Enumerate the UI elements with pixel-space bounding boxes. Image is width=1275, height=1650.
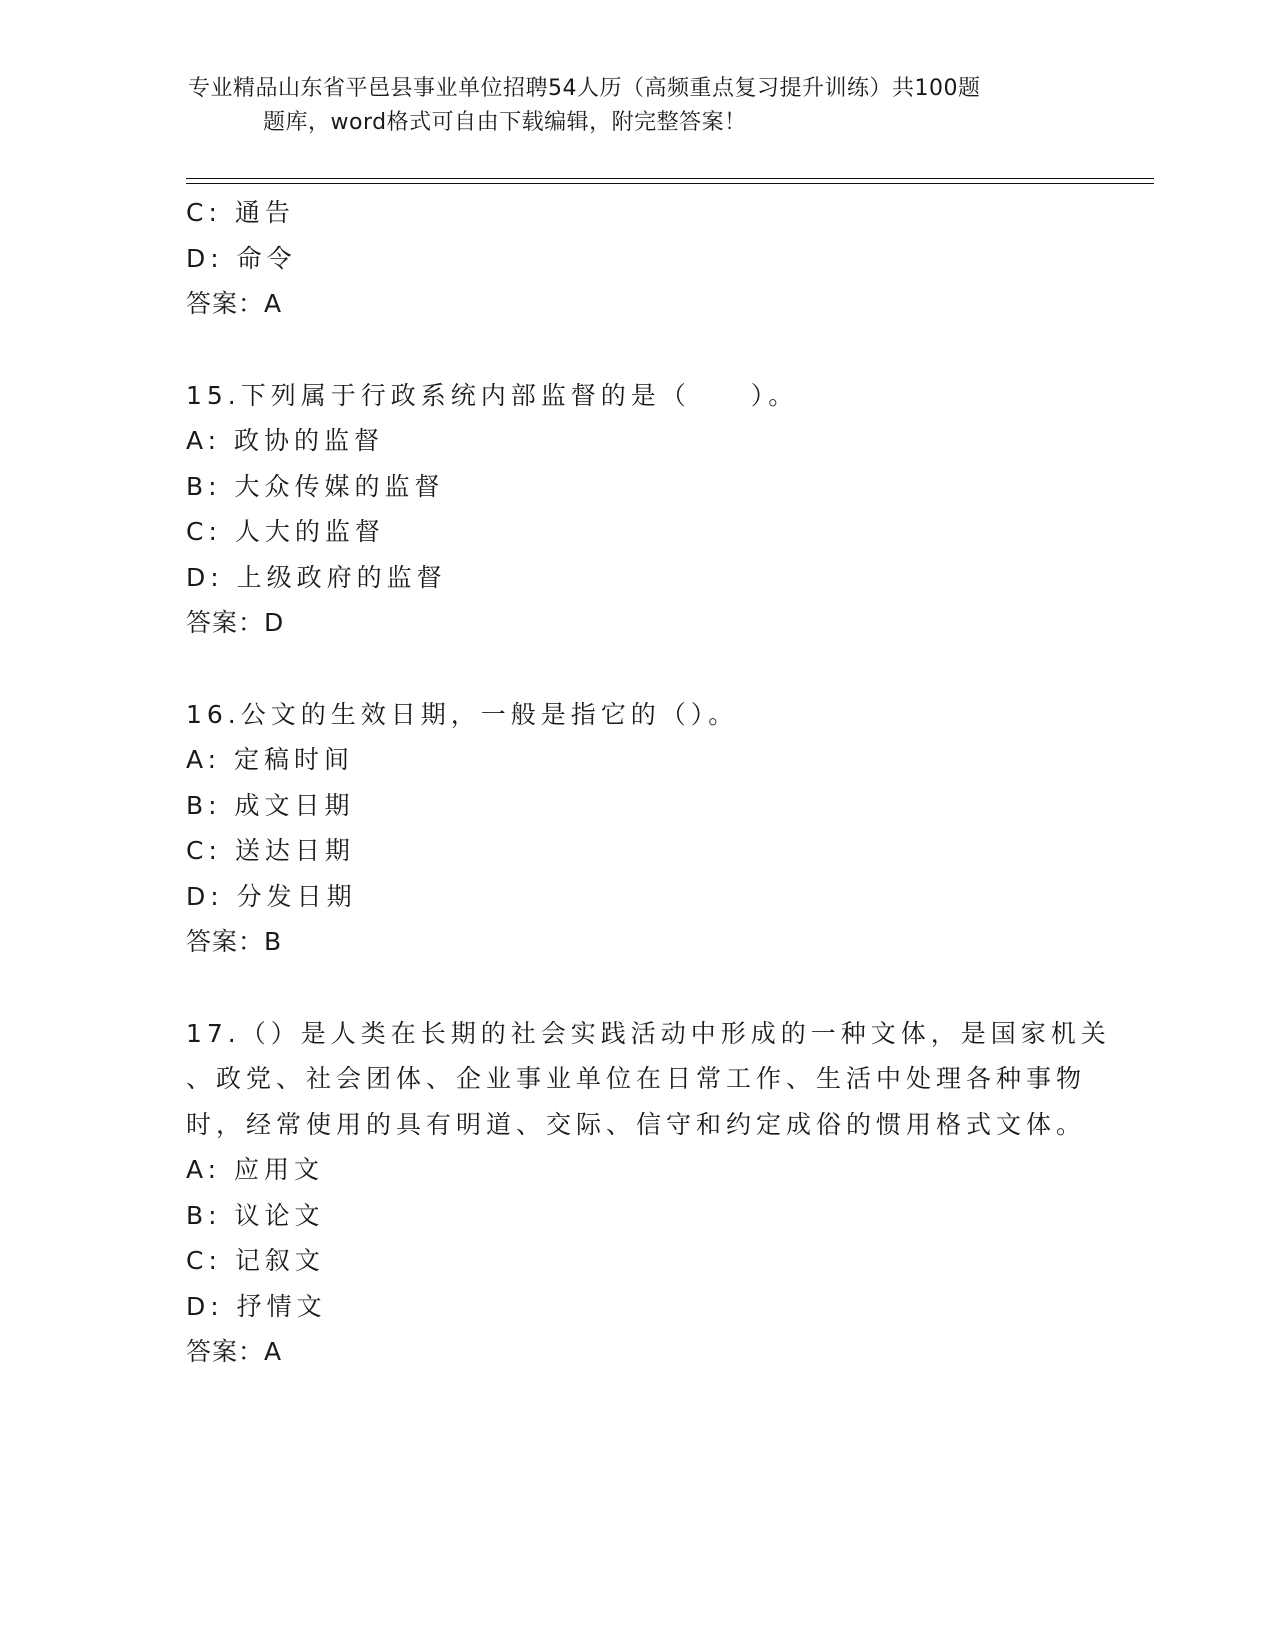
question-list bbox=[186, 190, 1111, 1375]
header-rule-bottom bbox=[186, 183, 1154, 184]
option-d: D: 分发日期 bbox=[186, 881, 357, 911]
answer-label: 答案：A bbox=[186, 289, 283, 318]
question-block-16 bbox=[186, 692, 1086, 965]
question-stem-line2: 、政党、社会团体、企业事业单位在日常工作、生活中处理各种事物 bbox=[186, 1064, 1087, 1093]
spacer bbox=[186, 327, 1086, 373]
spacer bbox=[186, 646, 1086, 692]
question-block-17 bbox=[186, 1011, 1111, 1375]
question-stem: 15.下列属于行政系统内部监督的是（ ）。 bbox=[186, 380, 799, 410]
answer-label: 答案：A bbox=[186, 1337, 283, 1366]
option-b: B: 大众传媒的监督 bbox=[186, 471, 445, 501]
option-d: D: 命令 bbox=[186, 243, 297, 273]
option-a: A: 政协的监督 bbox=[186, 426, 385, 455]
answer-label: 答案：D bbox=[186, 608, 285, 637]
question-stem-line1: 17.（）是人类在长期的社会实践活动中形成的一种文体，是国家机关 bbox=[186, 1018, 1111, 1048]
header-rule-top bbox=[186, 178, 1154, 179]
question-block-15 bbox=[186, 373, 1086, 646]
header-title-line1: 专业精品山东省平邑县事业单位招聘54人历（高频重点复习提升训练）共100题 bbox=[188, 76, 981, 101]
option-a: A: 应用文 bbox=[186, 1155, 325, 1184]
option-d: D: 上级政府的监督 bbox=[186, 562, 447, 592]
option-a: A: 定稿时间 bbox=[186, 745, 355, 774]
question-stem: 16.公文的生效日期，一般是指它的（）。 bbox=[186, 699, 739, 729]
spacer bbox=[186, 965, 1086, 1011]
option-b: B: 成文日期 bbox=[186, 790, 355, 820]
document-header bbox=[188, 72, 1088, 140]
option-c: C: 人大的监督 bbox=[186, 517, 385, 546]
question-stem-line3: 时，经常使用的具有明道、交际、信守和约定成俗的惯用格式文体。 bbox=[186, 1109, 1087, 1139]
answer-label: 答案：B bbox=[186, 927, 283, 956]
question-block-prev bbox=[186, 190, 1086, 327]
option-c: C: 送达日期 bbox=[186, 836, 355, 865]
option-d: D: 抒情文 bbox=[186, 1291, 327, 1321]
header-title-line2: 题库，word格式可自由下载编辑，附完整答案！ bbox=[263, 110, 747, 135]
option-c: C: 记叙文 bbox=[186, 1246, 325, 1275]
option-b: B: 议论文 bbox=[186, 1200, 325, 1230]
option-c: C: 通告 bbox=[186, 198, 295, 227]
